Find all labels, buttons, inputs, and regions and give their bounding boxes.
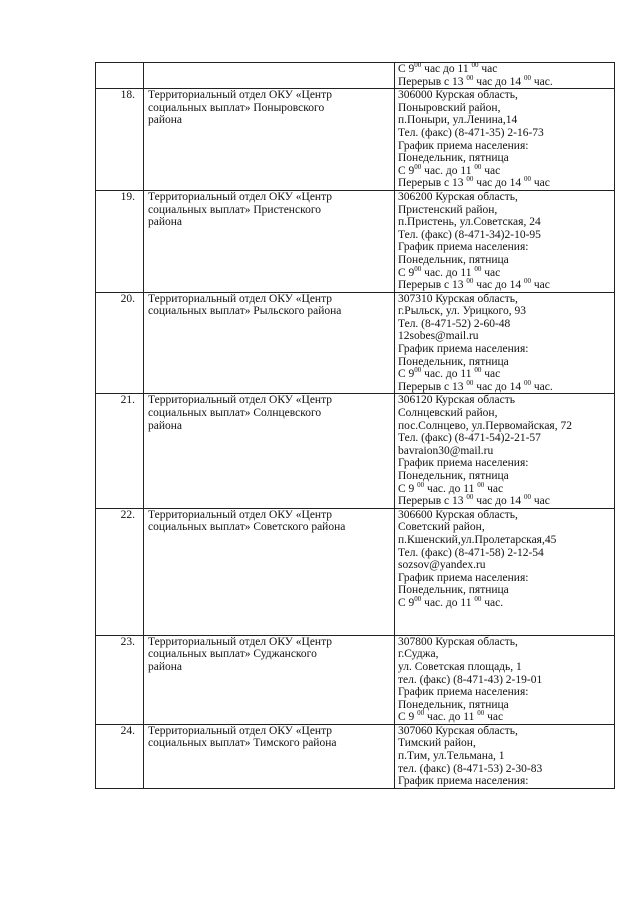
time-minutes-superscript: 00 — [474, 264, 482, 273]
time-minutes-superscript: 00 — [417, 480, 425, 489]
contact-line — [398, 547, 614, 560]
contact-text: час. до 11 — [421, 164, 475, 177]
contact-line — [398, 480, 614, 496]
contact-text: 306120 Курская область — [398, 394, 515, 407]
contact-line — [398, 191, 614, 204]
contact-text: 307060 Курская область, — [398, 724, 518, 737]
contact-line — [398, 279, 614, 292]
contact-text: час — [531, 177, 550, 190]
office-name-line: района — [148, 114, 183, 127]
time-minutes-superscript: 00 — [466, 277, 474, 286]
time-minutes-superscript: 00 — [474, 366, 482, 375]
contact-text: Поныровский район, — [398, 101, 501, 114]
contact-text: bavraion30@mail.ru — [398, 444, 494, 457]
contact-text: Перерыв с 13 — [398, 279, 467, 292]
contact-text: С 9 — [398, 266, 415, 279]
contact-text: час. — [531, 75, 553, 88]
time-minutes-superscript: 00 — [414, 162, 422, 171]
office-name-cell — [144, 292, 395, 394]
contact-text: С 9 — [398, 368, 415, 381]
table-row — [96, 292, 615, 394]
office-contact-cell — [395, 63, 615, 89]
contact-line — [398, 445, 614, 458]
contact-text: час до 14 — [473, 380, 524, 393]
contact-text: тел. (факс) (8-471-53) 2-30-83 — [398, 762, 543, 775]
time-minutes-superscript: 00 — [466, 493, 474, 502]
contact-text: Тел. (8-471-52) 2-60-48 — [398, 317, 511, 330]
office-contact-cell — [395, 190, 615, 292]
row-number: 24. — [96, 724, 144, 788]
contact-line — [398, 378, 614, 394]
contact-line — [398, 661, 614, 674]
contact-line — [398, 177, 614, 190]
time-minutes-superscript: 00 — [524, 378, 531, 387]
contact-text: Тел. (факс) (8-471-35) 2-16-73 — [398, 126, 544, 139]
contact-text: п.Поныри, ул.Ленина,14 — [398, 114, 518, 127]
time-minutes-superscript: 00 — [474, 594, 482, 603]
office-name-line: социальных выплат» Поныровского — [148, 101, 325, 114]
contact-text: Тимский район, — [398, 737, 476, 750]
contact-text: час. до 11 — [424, 482, 478, 495]
contact-text: час. — [531, 380, 553, 393]
office-contact-cell — [395, 89, 615, 191]
contact-text: Тел. (факс) (8-471-34)2-10-95 — [398, 228, 541, 241]
contact-text: час. до 11 — [421, 266, 475, 279]
contact-line — [398, 264, 614, 280]
contact-text: Перерыв с 13 — [398, 75, 467, 88]
office-name-line: Территориальный отдел ОКУ «Центр — [148, 190, 333, 203]
contact-line — [398, 162, 614, 178]
office-contact-cell — [395, 635, 615, 724]
table-row — [96, 635, 615, 724]
contact-line — [398, 763, 614, 776]
table-row — [96, 724, 615, 788]
contact-line — [398, 686, 614, 699]
contact-text: Понедельник, пятница — [398, 698, 509, 711]
time-minutes-superscript: 00 — [466, 73, 474, 82]
time-minutes-superscript: 00 — [524, 277, 531, 286]
contact-line — [398, 457, 614, 470]
contact-text: График приема населения: — [398, 241, 529, 254]
contact-text: час — [481, 368, 501, 381]
contact-text: час — [484, 711, 504, 724]
contact-line — [398, 127, 614, 140]
contact-text: пос.Солнцево, ул.Первомайская, 72 — [398, 419, 572, 432]
office-name-line: Территориальный отдел ОКУ «Центр — [148, 724, 333, 737]
contact-text: час. — [481, 596, 504, 609]
contact-line — [398, 216, 614, 229]
contact-line — [398, 725, 614, 738]
time-minutes-superscript: 00 — [414, 61, 422, 69]
contact-text: Понедельник, пятница — [398, 584, 509, 597]
office-name-line: социальных выплат» Солнцевского — [148, 407, 322, 420]
office-name-cell — [144, 394, 395, 508]
table-row — [96, 63, 615, 89]
office-name-line: Территориальный отдел ОКУ «Центр — [148, 394, 333, 407]
contact-text: г.Суджа, — [398, 648, 439, 661]
contact-text: С 9 — [398, 164, 415, 177]
time-minutes-superscript: 00 — [466, 175, 474, 184]
contact-line — [398, 584, 614, 597]
office-name-cell — [144, 89, 395, 191]
office-name-line: Территориальный отдел ОКУ «Центр — [148, 508, 333, 521]
office-contact-cell — [395, 508, 615, 635]
contact-line — [398, 432, 614, 445]
row-number: 18. — [96, 89, 144, 191]
table-row — [96, 508, 615, 635]
contact-line — [398, 420, 614, 433]
contact-line — [398, 622, 614, 635]
office-contact-cell — [395, 394, 615, 508]
contact-text: час до 14 — [473, 279, 524, 292]
contact-text: График приема населения: — [398, 571, 529, 584]
time-minutes-superscript: 00 — [477, 480, 485, 489]
contact-text: С 9 — [398, 482, 418, 495]
contact-line — [398, 318, 614, 331]
contact-line — [398, 534, 614, 547]
contact-line — [398, 674, 614, 687]
contact-text: Пристенский район, — [398, 203, 498, 216]
contact-text: час — [481, 164, 501, 177]
contact-line — [398, 254, 614, 267]
contact-text: час до 14 — [473, 177, 524, 190]
time-minutes-superscript: 00 — [524, 493, 531, 502]
contact-text: час до 14 — [473, 75, 524, 88]
contact-text: час. до 11 — [424, 711, 478, 724]
contact-text: час. до 11 — [421, 368, 475, 381]
office-name-line: социальных выплат» Суджанского — [148, 648, 317, 661]
contact-text: График приема населения: — [398, 775, 529, 788]
contact-line — [398, 140, 614, 153]
contact-text: 307800 Курская область, — [398, 635, 518, 648]
contact-line — [398, 241, 614, 254]
contact-line — [398, 102, 614, 115]
contact-line — [398, 572, 614, 585]
contact-text: Перерыв с 13 — [398, 380, 467, 393]
contact-text: час — [481, 266, 501, 279]
contact-text: 306200 Курская область, — [398, 190, 518, 203]
contact-text: 12sobes@mail.ru — [398, 330, 479, 343]
contact-line — [398, 470, 614, 483]
contact-text: час до 11 — [421, 63, 472, 75]
office-name-cell — [144, 635, 395, 724]
contact-text: Советский район, — [398, 521, 485, 534]
contact-line — [398, 343, 614, 356]
time-minutes-superscript: 00 — [417, 709, 425, 718]
contact-line — [398, 305, 614, 318]
contact-text: 306000 Курская область, — [398, 89, 518, 102]
time-minutes-superscript: 00 — [524, 175, 531, 184]
contact-line — [398, 63, 614, 76]
contact-text: час — [478, 63, 498, 75]
contact-line — [398, 407, 614, 420]
contact-line — [398, 89, 614, 102]
offices-table — [95, 62, 615, 789]
time-minutes-superscript: 00 — [414, 366, 422, 375]
contact-line — [398, 775, 614, 788]
contact-line — [398, 521, 614, 534]
contact-line — [398, 648, 614, 661]
contact-text: Понедельник, пятница — [398, 470, 509, 482]
office-name-line: Территориальный отдел ОКУ «Центр — [148, 292, 333, 305]
contact-text: С 9 — [398, 711, 418, 724]
contact-line — [398, 73, 614, 89]
contact-text: Тел. (факс) (8-471-54)2-21-57 — [398, 432, 541, 445]
office-name-line: района — [148, 216, 183, 229]
contact-text: sozsov@yandex.ru — [398, 559, 486, 572]
contact-text: График приема населения: — [398, 343, 529, 356]
row-number — [96, 63, 144, 89]
office-name-line: Территориальный отдел ОКУ «Центр — [148, 89, 333, 102]
time-minutes-superscript: 00 — [471, 61, 479, 69]
office-name-line: социальных выплат» Пристенского — [148, 203, 321, 216]
contact-text: 306600 Курская область, — [398, 508, 518, 521]
contact-text: час — [531, 495, 550, 508]
contact-line — [398, 636, 614, 649]
contact-line — [398, 152, 614, 165]
contact-line — [398, 610, 614, 623]
contact-text: час — [531, 279, 550, 292]
contact-line — [398, 293, 614, 306]
time-minutes-superscript: 00 — [474, 162, 482, 171]
time-minutes-superscript: 00 — [414, 264, 422, 273]
office-name-line: Территориальный отдел ОКУ «Центр — [148, 635, 333, 648]
contact-line — [398, 737, 614, 750]
contact-line — [398, 711, 614, 724]
office-contact-cell — [395, 292, 615, 394]
contact-text: час. до 11 — [421, 596, 475, 609]
contact-text: Понедельник, пятница — [398, 355, 509, 368]
time-minutes-superscript: 00 — [477, 709, 485, 718]
office-name-cell — [144, 508, 395, 635]
office-name-line: социальных выплат» Рыльского района — [148, 305, 342, 318]
time-minutes-superscript: 00 — [414, 594, 422, 603]
offices-table-body — [96, 63, 615, 789]
contact-line — [398, 594, 614, 610]
table-row — [96, 89, 615, 191]
contact-line — [398, 750, 614, 763]
office-name-line: социальных выплат» Тимского района — [148, 737, 337, 750]
contact-text: п.Кшенский,ул.Пролетарская,45 — [398, 533, 557, 546]
row-number: 20. — [96, 292, 144, 394]
row-number: 22. — [96, 508, 144, 635]
row-number: 23. — [96, 635, 144, 724]
contact-text: 307310 Курская область, — [398, 292, 518, 305]
office-name-line: социальных выплат» Советского района — [148, 521, 346, 534]
office-name-cell — [144, 190, 395, 292]
office-name-cell — [144, 724, 395, 788]
row-number: 21. — [96, 394, 144, 508]
contact-line — [398, 495, 614, 508]
contact-line — [398, 229, 614, 242]
contact-text: Понедельник, пятница — [398, 152, 509, 165]
contact-text: п.Тим, ул.Тельмана, 1 — [398, 750, 505, 763]
contact-text: Перерыв с 13 — [398, 495, 467, 508]
contact-line — [398, 368, 614, 381]
contact-text: Перерыв с 13 — [398, 177, 467, 190]
contact-text: График приема населения: — [398, 139, 529, 152]
contact-text: тел. (факс) (8-471-43) 2-19-01 — [398, 673, 543, 686]
office-name-cell — [144, 63, 395, 89]
contact-text: ул. Советская площадь, 1 — [398, 660, 522, 673]
contact-text: С 9 — [398, 63, 415, 75]
contact-line — [398, 114, 614, 127]
row-number: 19. — [96, 190, 144, 292]
contact-line — [398, 330, 614, 343]
contact-text: Солнцевский район, — [398, 407, 498, 420]
office-name-line: района — [148, 419, 183, 432]
time-minutes-superscript: 00 — [524, 73, 531, 82]
contact-line — [398, 509, 614, 522]
table-row — [96, 394, 615, 508]
contact-text: час до 14 — [473, 495, 524, 508]
contact-text: Тел. (факс) (8-471-58) 2-12-54 — [398, 546, 544, 559]
contact-text: г.Рыльск, ул. Урицкого, 93 — [398, 305, 526, 318]
table-row — [96, 190, 615, 292]
office-contact-cell — [395, 724, 615, 788]
contact-text: График приема населения: — [398, 686, 529, 699]
office-name-line: района — [148, 660, 183, 673]
contact-line — [398, 356, 614, 369]
contact-text: С 9 — [398, 596, 415, 609]
contact-line — [398, 204, 614, 217]
time-minutes-superscript: 00 — [466, 378, 474, 387]
contact-line — [398, 394, 614, 407]
contact-text: час — [484, 482, 504, 495]
contact-text: п.Пристень, ул.Советская, 24 — [398, 216, 541, 229]
contact-text: Понедельник, пятница — [398, 253, 509, 266]
contact-line — [398, 559, 614, 572]
contact-text: График приема населения: — [398, 457, 529, 470]
contact-line — [398, 699, 614, 712]
